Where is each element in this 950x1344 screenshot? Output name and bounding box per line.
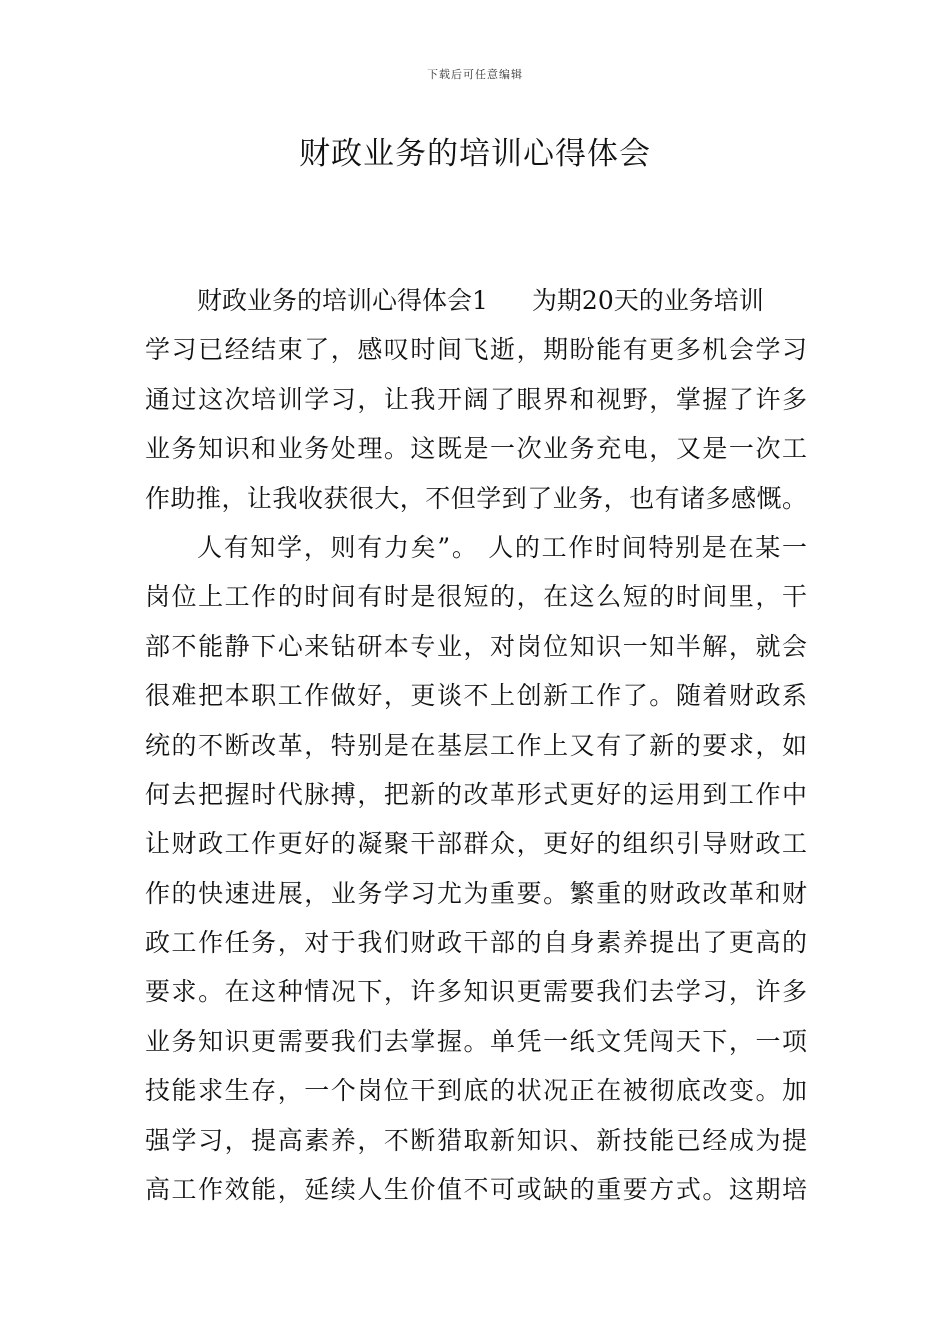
text-line: 通过这次培训学习，让我开阔了眼界和视野，掌握了许多 (145, 384, 807, 414)
text-line: 很难把本职工作做好，更谈不上创新工作了。随着财政系 (145, 681, 807, 711)
text-line: 业务知识更需要我们去掌握。单凭一纸文凭闯天下，一项 (145, 1026, 807, 1056)
text-line: 何去把握时代脉搏，把新的改革形式更好的运用到工作中 (145, 779, 807, 809)
document-title: 财政业务的培训心得体会 (299, 136, 651, 172)
text-line: 政工作任务，对于我们财政干部的自身素养提出了更高的 (145, 928, 807, 958)
text-line: 强学习，提高素养，不断猎取新知识、新技能已经成为提 (145, 1125, 807, 1155)
section-heading: 财政业务的培训心得体会1 (197, 286, 488, 315)
text-line: 高工作效能，延续人生价值不可或缺的重要方式。这期培 (145, 1175, 807, 1205)
text-line: 技能求生存，一个岗位干到底的状况正在被彻底改变。加 (145, 1076, 807, 1106)
document-body (145, 276, 807, 1214)
paragraph-1-text: 为期20天的业务培训 (531, 286, 764, 315)
text-line: 部不能静下心来钻研本专业，对岗位知识一知半解，就会 (145, 631, 807, 661)
text-line: 作助推，让我收获很大，不但学到了业务，也有诸多感慨。 (145, 483, 807, 513)
paragraph-2-line-1: 人有知学，则有力矣”。 人的工作时间特别是在某一 (197, 532, 807, 562)
text-line: 业务知识和业务处理。这既是一次业务充电，又是一次工 (145, 434, 807, 464)
text-line: 岗位上工作的时间有时是很短的，在这么短的时间里，干 (145, 582, 807, 612)
text-line: 让财政工作更好的凝聚干部群众，更好的组织引导财政工 (145, 829, 807, 859)
header-note: 下载后可任意编辑 (427, 68, 523, 81)
text-line: 要求。在这种情况下，许多知识更需要我们去学习，许多 (145, 977, 807, 1007)
text-line: 统的不断改革，特别是在基层工作上又有了新的要求，如 (145, 730, 807, 760)
paragraph-1-line-1 (145, 276, 807, 325)
text-line: 作的快速进展，业务学习尤为重要。繁重的财政改革和财 (145, 878, 807, 908)
text-line: 学习已经结束了，感叹时间飞逝，期盼能有更多机会学习 (145, 335, 807, 365)
